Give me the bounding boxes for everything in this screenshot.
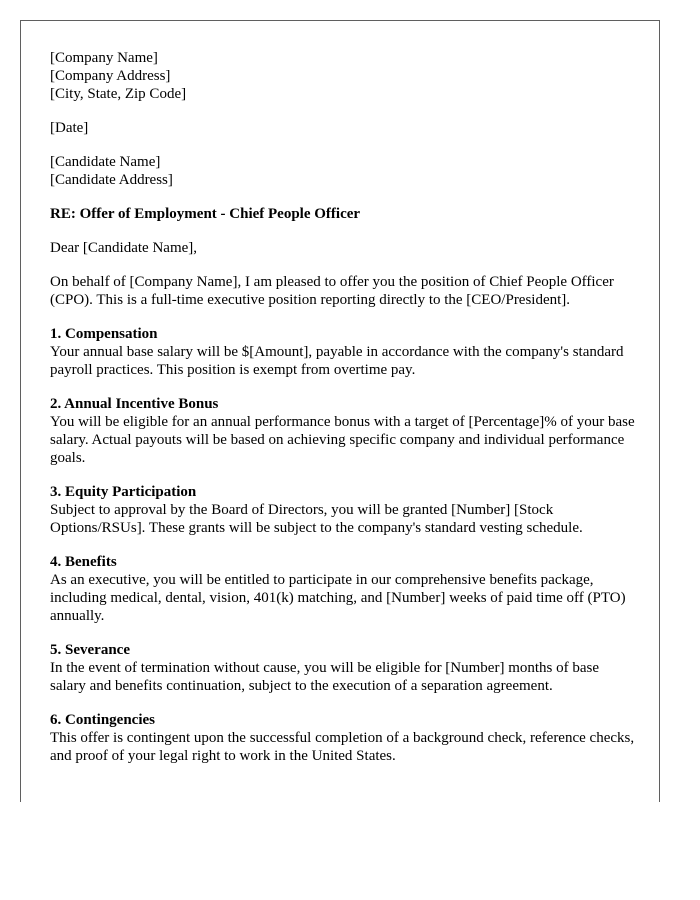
letter-date: [Date] [50, 120, 89, 136]
candidate-address: [Candidate Address] [50, 172, 173, 188]
section-contingencies [50, 711, 635, 765]
section-equity-participation [50, 483, 635, 537]
section-compensation [50, 325, 635, 379]
recipient-block [50, 153, 635, 189]
sender-block [50, 49, 635, 103]
section-body: This offer is contingent upon the successful completion of a background check, reference checks, and proof of your legal right to work in the United States. [50, 730, 635, 764]
section-body: Your annual base salary will be $[Amount], payable in accordance with the company's standard payroll practices. This position is exempt from overtime pay. [50, 344, 624, 378]
letter-content [50, 49, 635, 781]
section-title: 5. Severance [50, 642, 130, 658]
section-body: Subject to approval by the Board of Directors, you will be granted [Number] [Stock Options/RSUs]. These grants will be subject to the company's standard vesting schedule. [50, 502, 583, 536]
company-name: [Company Name] [50, 50, 158, 66]
section-annual-incentive-bonus [50, 395, 635, 467]
section-title: 3. Equity Participation [50, 484, 197, 500]
salutation: Dear [Candidate Name], [50, 240, 198, 256]
section-title: 2. Annual Incentive Bonus [50, 396, 219, 412]
section-severance [50, 641, 635, 695]
section-body: As an executive, you will be entitled to participate in our comprehensive benefits package, including medical, dental, vision, 401(k) matching, and [Number] weeks of paid time off (PTO) annually. [50, 572, 626, 624]
section-body: In the event of termination without cause, you will be eligible for [Number] months of base salary and benefits continuation, subject to the execution of a separation agreement. [50, 660, 600, 694]
date-block [50, 119, 635, 137]
city-state-zip: [City, State, Zip Code] [50, 86, 187, 102]
letter-page [20, 20, 660, 802]
section-title: 1. Compensation [50, 326, 158, 342]
section-benefits [50, 553, 635, 625]
section-body: You will be eligible for an annual performance bonus with a target of [Percentage]% of your base salary. Actual payouts will be based on achieving specific company and individual performance goals. [50, 414, 635, 466]
intro-paragraph: On behalf of [Company Name], I am pleased to offer you the position of Chief People Officer (CPO). This is a full-time executive position reporting directly to the [CEO/President]. [50, 274, 614, 308]
company-address: [Company Address] [50, 68, 171, 84]
candidate-name: [Candidate Name] [50, 154, 161, 170]
subject-line: RE: Offer of Employment - Chief People Officer [50, 206, 361, 222]
section-title: 4. Benefits [50, 554, 117, 570]
section-title: 6. Contingencies [50, 712, 155, 728]
